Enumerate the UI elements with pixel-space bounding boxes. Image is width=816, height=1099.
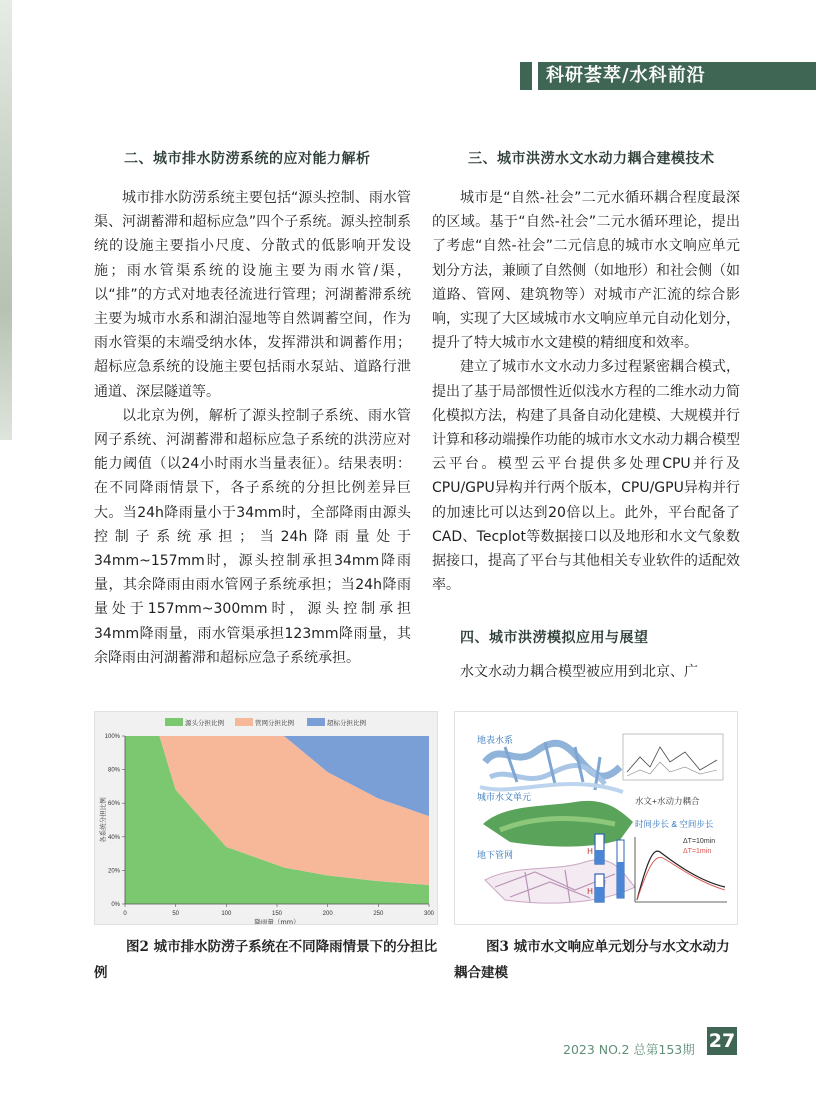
right-para-2: 建立了城市水文水动力多过程紧密耦合模式，提出了基于局部惯性近似浅水方程的二维水动力简化模拟方法，构建了具备自动化建模、大规模并行计算和移动端操作功能的城市水文水动力耦合模型云平台。模型云平台提供多处理CPU并行及CPU/GPU异构并行两个版本，CPU/GPU异构并行的加速比可以达到20倍以上。此外，平台配备了CAD、Tecplot等数据接口以及地形和水文气象数据接口，提高了平台与其他相关专业软件的适配效率。 [432, 359, 740, 594]
x-tick-label-6: 300 [423, 911, 435, 917]
y-tick-label-3: 60% [107, 801, 120, 808]
section-title-4: 四、城市洪涝模拟应用与展望 [460, 630, 649, 646]
x-tick-label-5: 250 [373, 911, 384, 917]
y-axis-label: 各系统分担比例 [99, 797, 107, 843]
x-tick-label-0: 0 [123, 911, 127, 917]
legend-label-0: 源头分担比例 [185, 719, 224, 727]
figure-3 [454, 711, 738, 925]
tank-label-h2: H [587, 887, 594, 896]
pipe-network-illustration [485, 860, 635, 903]
section-header: 科研荟萃/水科前沿 [546, 65, 706, 86]
label-hydro-unit: 城市水文单元 [477, 792, 532, 802]
label-dt-10: ΔT=10min [683, 838, 716, 845]
x-tick-label-1: 50 [172, 911, 180, 917]
terrain-illustration [483, 801, 633, 847]
label-dt-1: ΔT=1min [683, 848, 712, 855]
legend-swatch-0 [165, 718, 183, 726]
legend-label-2: 超标分担比例 [327, 719, 366, 727]
label-coupling: 水文+水动力耦合 [635, 796, 700, 806]
figure-2-caption: 图2 城市排水防涝子系统在不同降雨情景下的分担比例 [94, 939, 438, 981]
left-para-1: 城市排水防涝系统主要包括“源头控制、雨水管渠、河湖蓄滞和超标应急”四个子系统。源头控制系统的设施主要指小尺度、分散式的低影响开发设施；雨水管渠系统的设施主要为雨水管/渠，以“排”的方式对地表径流进行管理；河湖蓄滞系统主要为城市水系和湖泊湿地等自然调蓄空间，作为雨水管渠的末端受纳水体，发挥滞洪和调蓄作用；超标应急系统的设施主要包括雨水泵站、道路行泄通道、深层隧道等。 [94, 190, 411, 400]
river-network-illustration [480, 742, 623, 792]
label-surface-water: 地表水系 [477, 735, 514, 745]
coupling-chart-top [623, 734, 723, 780]
right-para-3-wrap [432, 660, 740, 684]
figure-3-diagram [455, 712, 737, 924]
label-time-space-step: 时间步长 & 空间步长 [635, 819, 714, 829]
page-number: 27 [707, 1027, 737, 1055]
page-edge-image [0, 0, 12, 440]
x-tick-label-3: 150 [271, 911, 283, 917]
header-notch [532, 62, 538, 90]
y-tick-label-1: 20% [107, 868, 120, 875]
legend-swatch-2 [307, 718, 325, 726]
figure-2-chart [95, 712, 437, 924]
legend-swatch-1 [235, 718, 253, 726]
legend-label-1: 管网分担比例 [255, 719, 294, 727]
left-para-2: 以北京为例，解析了源头控制子系统、雨水管网子系统、河湖蓄滞和超标应急子系统的洪涝应对能力阈值（以24小时雨水当量表征）。结果表明：在不同降雨情景下，各子系统的分担比例差异巨大。当24h降雨量小于34mm时，全部降雨由源头控制子系统承担；当24h降雨量处于34mm~157mm时，源头控制承担34mm降雨量，其余降雨由雨水管网子系统承担；当24h降雨量处于157mm~300mm时，源头控制承担34mm降雨量，雨水管渠承担123mm降雨量，其余降雨由河湖蓄滞和超标应急子系统承担。 [94, 407, 411, 666]
y-tick-label-5: 100% [104, 734, 120, 740]
section-title-3: 三、城市洪涝水文水动力耦合建模技术 [468, 151, 715, 167]
figure-3-caption: 图3 城市水文响应单元划分与水文水动力耦合建模 [454, 939, 730, 981]
right-para-3: 水文水动力耦合模型被应用到北京、广 [460, 664, 698, 680]
label-underground-pipe: 地下管网 [477, 850, 514, 860]
left-body [94, 186, 411, 670]
x-tick-label-2: 100 [221, 911, 232, 917]
issue-info: 2023 NO.2 总第153期 [563, 1042, 695, 1057]
hydrograph [635, 837, 727, 902]
section-title-2: 二、城市排水防涝系统的应对能力解析 [124, 151, 371, 167]
right-para-1: 城市是“自然-社会”二元水循环耦合程度最深的区域。基于“自然-社会”二元水循环理论，提出了考虑“自然-社会”二元信息的城市水文响应单元划分方法，兼顾了自然侧（如地形）和社会侧（如道路、管网、建筑物等）对城市产汇流的综合影响，实现了大区域城市水文响应单元自动化划分，提升了特大城市水文建模的精细度和效率。 [432, 190, 740, 352]
right-body [432, 186, 740, 597]
y-tick-label-4: 80% [107, 767, 120, 774]
y-tick-label-2: 40% [107, 834, 120, 841]
x-axis-label: 降雨量（mm） [254, 918, 300, 924]
figure-2 [94, 711, 438, 925]
y-tick-label-0: 0% [111, 902, 120, 908]
x-tick-label-4: 200 [322, 911, 333, 917]
tank-label-h1: H [587, 847, 594, 856]
